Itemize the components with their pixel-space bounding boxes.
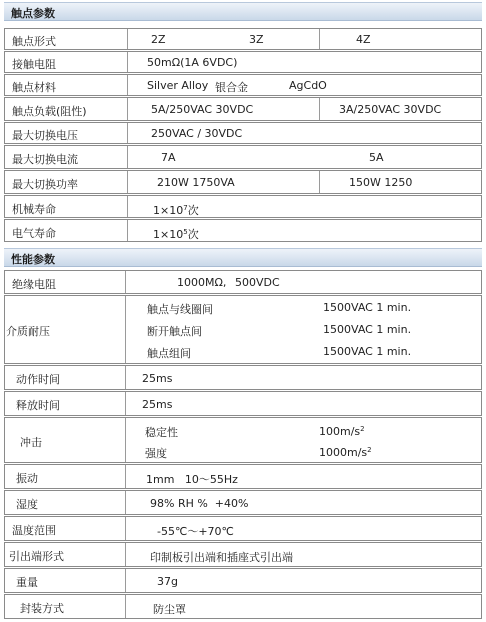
value-power-1: 210W 1750VA — [157, 176, 235, 189]
item-value: 1500VAC 1 min. — [323, 345, 412, 358]
row-insulation-resistance — [4, 270, 482, 294]
section-title: 触点参数 — [11, 7, 55, 20]
row-operate-time — [4, 365, 482, 390]
row-label: 温度范围 — [12, 524, 56, 537]
value-silver-cn: 银合金 — [215, 81, 248, 94]
row-label: 冲击 — [20, 436, 42, 449]
item-value: $100m/s^2$ — [319, 425, 365, 438]
row-label: 释放时间 — [16, 399, 60, 412]
row-max-power — [4, 170, 482, 194]
value-load-1: 5A/250VAC 30VDC — [151, 103, 254, 116]
row-electrical-life — [4, 219, 482, 242]
row-max-voltage — [4, 122, 482, 144]
row-temperature-range — [4, 516, 482, 541]
value-load-2: 3A/250VAC 30VDC — [339, 103, 442, 116]
row-label: 引出端形式 — [9, 550, 64, 563]
row-label: 最大切换电压 — [12, 129, 78, 142]
row-label: 湿度 — [16, 498, 38, 511]
row-contact-form — [4, 28, 482, 50]
value-power-2: 150W 1250 — [349, 176, 413, 189]
row-dielectric-strength — [4, 295, 482, 364]
value-3z: 3Z — [249, 33, 264, 46]
performance-section-header — [4, 248, 482, 267]
row-label: 介质耐压 — [6, 325, 50, 338]
row-value: 37g — [157, 575, 178, 588]
row-label: 最大切换功率 — [12, 178, 78, 191]
section-title: 性能参数 — [11, 253, 55, 266]
item-value: 1500VAC 1 min. — [323, 323, 412, 336]
row-value: 印制板引出端和插座式引出端 — [150, 551, 293, 564]
row-value: $1\times 10^7$次 — [153, 204, 199, 217]
row-release-time — [4, 391, 482, 416]
row-label: 最大切换电流 — [12, 153, 78, 166]
row-value: 25ms — [142, 398, 173, 411]
row-label: 电气寿命 — [12, 227, 56, 240]
row-value: 250VAC / 30VDC — [151, 127, 243, 140]
item-name: 断开触点间 — [147, 325, 202, 338]
row-value: 25ms — [142, 372, 173, 385]
item-name: 触点与线圈间 — [147, 303, 213, 316]
item-value: $1000m/s^2$ — [319, 446, 372, 459]
contact-section-header — [4, 2, 482, 21]
value-insulation-1: 1000MΩ, — [177, 276, 227, 289]
row-label: 封装方式 — [20, 602, 64, 615]
value-insulation-2: 500VDC — [235, 276, 280, 289]
row-terminal-type — [4, 542, 482, 567]
row-value: 50mΩ(1A 6VDC) — [147, 56, 238, 69]
value-current-1: 7A — [161, 151, 176, 164]
row-max-current — [4, 145, 482, 169]
row-label: 振动 — [16, 472, 38, 485]
value-4z: 4Z — [356, 33, 371, 46]
row-weight — [4, 568, 482, 593]
row-label: 绝缘电阻 — [12, 278, 56, 291]
row-humidity — [4, 490, 482, 515]
row-label: 机械寿命 — [12, 203, 56, 216]
item-name: 触点组间 — [147, 347, 191, 360]
row-label: 动作时间 — [16, 373, 60, 386]
row-label: 触点负载(阻性) — [12, 105, 87, 118]
row-package — [4, 594, 482, 619]
row-label: 触点形式 — [12, 35, 56, 48]
row-contact-load — [4, 97, 482, 121]
row-value: 防尘罩 — [153, 603, 186, 616]
row-shock — [4, 417, 482, 463]
item-value: 1500VAC 1 min. — [323, 301, 412, 314]
item-name: 强度 — [145, 447, 167, 460]
value-2z: 2Z — [151, 33, 166, 46]
value-current-2: 5A — [369, 151, 384, 164]
row-value: 1mm 10～55Hz — [146, 473, 238, 486]
row-contact-material — [4, 74, 482, 96]
row-value: 98% RH % +40% — [150, 497, 249, 510]
row-mechanical-life — [4, 195, 482, 218]
row-label: 接触电阻 — [12, 58, 56, 71]
row-value: $1\times 10^5$次 — [153, 228, 199, 241]
item-name: 稳定性 — [145, 426, 178, 439]
row-label: 触点材料 — [12, 81, 56, 94]
row-value: -55℃～+70℃ — [157, 525, 234, 538]
row-vibration — [4, 464, 482, 489]
value-agcdo: AgCdO — [289, 79, 327, 92]
value-silver-alloy: Silver Alloy — [147, 79, 209, 92]
row-label: 重量 — [16, 576, 38, 589]
row-contact-resistance — [4, 51, 482, 73]
